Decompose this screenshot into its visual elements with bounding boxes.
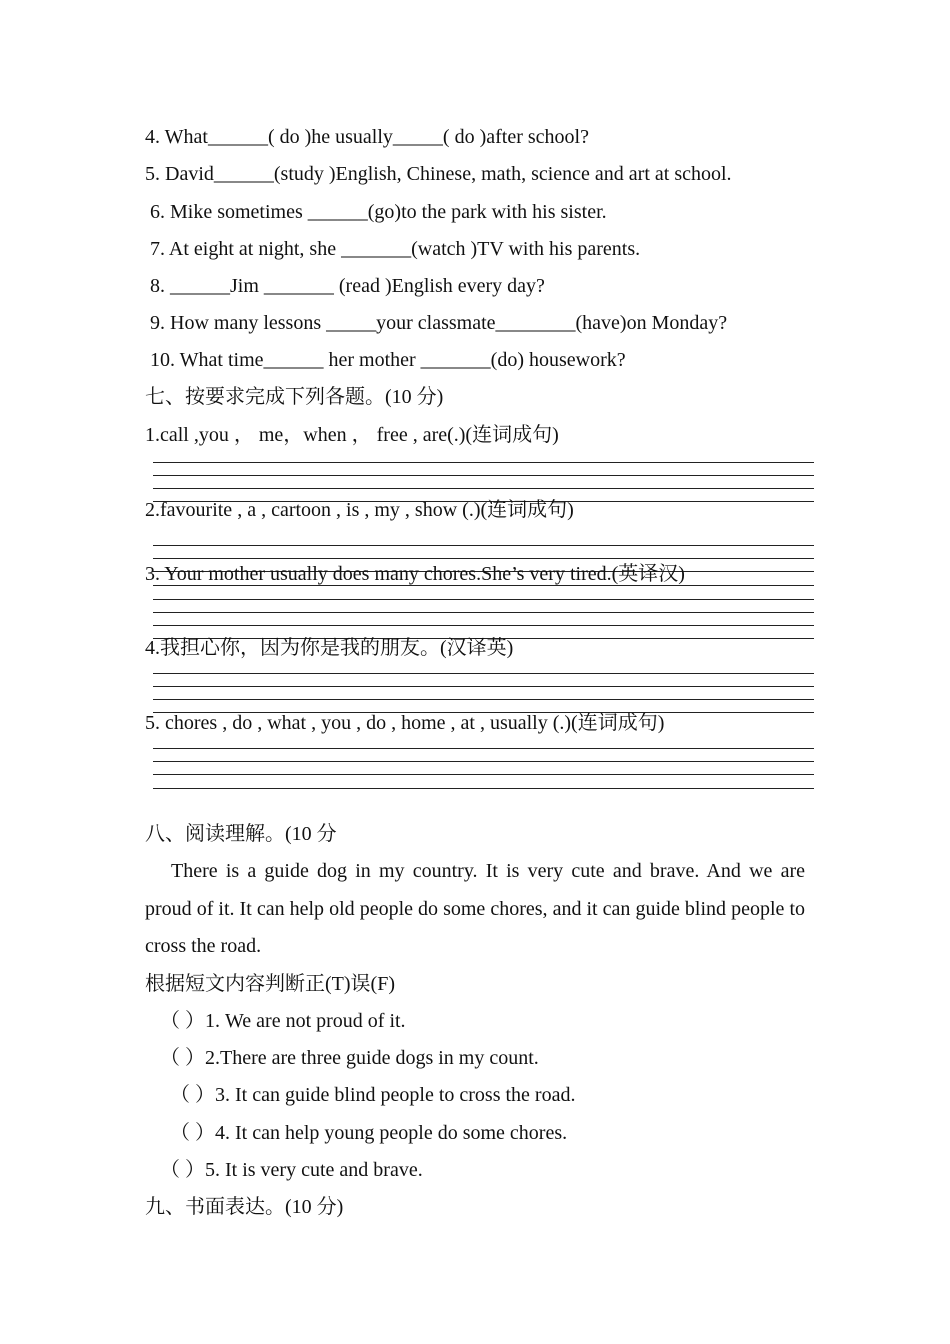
true-false-instruction: 根据短文内容判断正(T)误(F) xyxy=(145,973,395,995)
section-8-heading: 八、阅读理解。(10 分 xyxy=(145,823,337,845)
answer-line xyxy=(153,673,814,674)
answer-line xyxy=(153,462,814,463)
answer-line xyxy=(153,774,814,775)
question-7-5: 5. chores , do , what , you , do , home , at , usually (.)(连词成句) xyxy=(145,712,665,734)
exercise-item-10: 10. What time______ her mother _______(do) housework? xyxy=(150,349,626,371)
answer-line xyxy=(153,788,814,789)
section-7-heading: 七、按要求完成下列各题。(10 分) xyxy=(145,386,444,408)
question-7-1: 1.call ,you ， me，when ， free , are(.)(连词成句) xyxy=(145,424,559,446)
answer-line xyxy=(153,475,814,476)
answer-line xyxy=(153,699,814,700)
answer-line xyxy=(153,599,814,600)
question-7-2: 2.favourite , a , cartoon , is , my , show (.)(连词成句) xyxy=(145,499,574,521)
true-false-item-4: （ ）4. It can help young people do some chores. xyxy=(170,1122,568,1144)
exercise-item-5: 5. David______(study )English, Chinese, math, science and art at school. xyxy=(145,163,732,185)
true-false-item-5: （ ）5. It is very cute and brave. xyxy=(160,1159,423,1181)
true-false-item-2: （ ）2.There are three guide dogs in my count. xyxy=(160,1047,539,1069)
question-7-4: 4.我担心你，因为你是我的朋友。(汉译英) xyxy=(145,637,514,659)
exercise-item-9: 9. How many lessons _____your classmate________(have)on Monday? xyxy=(150,312,728,334)
section-9-heading: 九、书面表达。(10 分) xyxy=(145,1196,344,1218)
true-false-item-1: （ ）1. We are not proud of it. xyxy=(160,1010,406,1032)
answer-line xyxy=(153,625,814,626)
answer-line xyxy=(153,761,814,762)
exercise-item-7: 7. At eight at night, she _______(watch )TV with his parents. xyxy=(150,238,641,260)
answer-line xyxy=(153,612,814,613)
answer-line xyxy=(153,558,814,559)
question-7-3: 3. Your mother usually does many chores.She’s very tired.(英译汉) xyxy=(145,563,685,585)
exercise-item-8: 8. ______Jim _______ (read )English every day? xyxy=(150,275,545,297)
exercise-item-6: 6. Mike sometimes ______(go)to the park with his sister. xyxy=(150,201,607,223)
answer-line xyxy=(153,488,814,489)
answer-line xyxy=(153,545,814,546)
true-false-item-3: （ ）3. It can guide blind people to cross the road. xyxy=(170,1084,576,1106)
exercise-item-4: 4. What______( do )he usually_____( do )after school? xyxy=(145,126,589,148)
answer-line xyxy=(153,686,814,687)
answer-line xyxy=(153,585,814,586)
answer-line xyxy=(153,748,814,749)
reading-passage: There is a guide dog in my country. It is very cute and brave. And we are proud of it. It can help old people do some chores, and it can guide blind people to cross the road. xyxy=(145,860,805,957)
